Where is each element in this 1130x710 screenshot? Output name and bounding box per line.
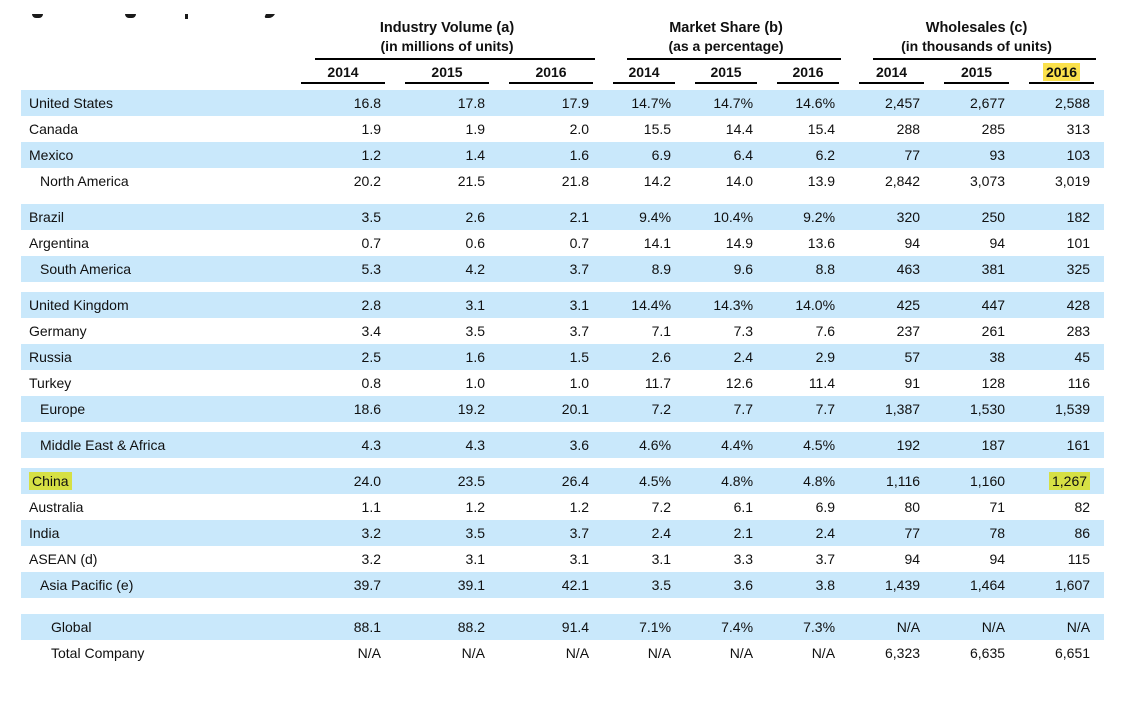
value-cell: 88.2	[395, 614, 499, 640]
value-cell: 14.7%	[685, 90, 767, 116]
year-header: 2014	[849, 60, 934, 90]
value-cell: 14.0	[725, 173, 754, 189]
value-cell: 3.7	[569, 323, 590, 339]
value-cell: 86	[1019, 520, 1104, 546]
row-label-text: India	[29, 525, 60, 541]
row-label	[21, 614, 291, 640]
value-cell: 7.2	[651, 499, 672, 515]
value-cell: 13.6	[807, 235, 836, 251]
year-header: 2014	[291, 60, 395, 90]
value-cell: 1,387	[849, 396, 934, 422]
value-cell: 1,539	[1019, 396, 1104, 422]
value-cell: 4.5%	[603, 468, 685, 494]
value-cell: 103	[1019, 142, 1104, 168]
value-cell: 1.6	[395, 344, 499, 370]
value-cell: 2.0	[569, 121, 590, 137]
year-header-highlighted	[1019, 60, 1104, 90]
value-cell: 14.7%	[603, 90, 685, 116]
value-cell: 45	[1019, 344, 1104, 370]
group-title-wholesales: Wholesales (c)	[925, 20, 1028, 36]
row-label	[21, 116, 291, 142]
value-cell: 320	[849, 204, 934, 230]
year-rule	[944, 82, 1009, 84]
value-cell: 325	[1019, 256, 1104, 282]
value-cell: 14.3%	[685, 292, 767, 318]
row-label	[21, 546, 291, 572]
value-cell: 14.6%	[767, 90, 849, 116]
value-cell: 82	[1074, 499, 1091, 515]
table-row	[21, 370, 1104, 396]
value-cell: 3.6	[685, 572, 767, 598]
spacer-row	[21, 282, 1104, 292]
value-cell: 6.4	[685, 142, 767, 168]
value-cell: 313	[1066, 121, 1091, 137]
value-cell: 0.7	[569, 235, 590, 251]
value-cell: 1.0	[569, 375, 590, 391]
value-cell: 57	[849, 344, 934, 370]
value-cell: 0.6	[465, 235, 485, 251]
row-label-text: ASEAN (d)	[29, 551, 98, 567]
descender-mark	[185, 14, 188, 19]
value-cell: 4.8%	[685, 468, 767, 494]
value-cell: 94	[989, 551, 1006, 567]
table-row	[21, 90, 1104, 116]
value-cell: 15.5	[643, 121, 672, 137]
value-cell: 4.3	[395, 432, 499, 458]
value-cell: 20.1	[499, 396, 603, 422]
value-cell: 3.7	[499, 256, 603, 282]
value-cell: N/A	[565, 645, 590, 661]
value-cell: 250	[934, 204, 1019, 230]
value-cell: 6,651	[1054, 645, 1091, 661]
value-cell: 6.9	[815, 499, 836, 515]
year-rule	[859, 82, 924, 84]
value-cell: 447	[934, 292, 1019, 318]
value-cell: 2.1	[499, 204, 603, 230]
value-cell: 1.0	[465, 375, 485, 391]
highlighted-year: 2016	[1043, 63, 1080, 81]
value-cell: N/A	[811, 645, 836, 661]
value-cell: 4.2	[395, 256, 499, 282]
row-label	[21, 90, 291, 116]
table-row	[21, 168, 1104, 194]
row-label	[21, 292, 291, 318]
value-cell: 78	[934, 520, 1019, 546]
year-rule	[613, 82, 675, 84]
value-cell: 6.9	[603, 142, 685, 168]
table-row	[21, 546, 1104, 572]
value-cell: 283	[1066, 323, 1091, 339]
row-label	[21, 396, 291, 422]
value-cell: N/A	[357, 645, 381, 661]
table-row	[21, 230, 1104, 256]
value-cell: 2,677	[934, 90, 1019, 116]
value-cell: 285	[981, 121, 1006, 137]
value-cell: 116	[1067, 375, 1091, 391]
value-cell: 91.4	[499, 614, 603, 640]
value-cell: 7.7	[767, 396, 849, 422]
value-cell: 11.4	[808, 375, 836, 391]
row-label	[21, 142, 291, 168]
value-cell: 91	[904, 375, 921, 391]
table-header	[21, 14, 1104, 90]
table-row	[21, 614, 1104, 640]
row-label-text: Europe	[40, 401, 86, 417]
value-cell: 1,116	[849, 468, 934, 494]
value-cell: 80	[904, 499, 921, 515]
year-header-row	[21, 60, 1104, 90]
table-row	[21, 572, 1104, 598]
table-row	[21, 396, 1104, 422]
value-cell: 1,607	[1019, 572, 1104, 598]
value-cell: 1.2	[465, 499, 485, 515]
value-cell: 2.1	[685, 520, 767, 546]
value-cell: 1.1	[361, 499, 381, 515]
value-cell: 3.1	[569, 551, 590, 567]
row-label	[21, 168, 291, 194]
value-cell: 42.1	[499, 572, 603, 598]
row-label	[21, 230, 291, 256]
value-cell: 3.4	[361, 323, 381, 339]
value-cell: 3.7	[499, 520, 603, 546]
value-cell: 0.8	[361, 375, 381, 391]
row-label	[21, 640, 291, 666]
value-cell: 3.5	[465, 323, 485, 339]
value-cell: 2.9	[767, 344, 849, 370]
year-header: 2016	[499, 60, 603, 90]
table-row	[21, 256, 1104, 282]
year-header: 2015	[685, 60, 767, 90]
value-cell: 4.8%	[767, 468, 849, 494]
value-cell: 3.2	[361, 551, 381, 567]
row-label	[21, 432, 291, 458]
value-cell: 88.1	[291, 614, 395, 640]
value-cell: 3.8	[767, 572, 849, 598]
value-cell: 1.6	[499, 142, 603, 168]
value-cell: 3.1	[395, 292, 499, 318]
row-label	[21, 494, 291, 520]
value-cell: 7.2	[603, 396, 685, 422]
value-cell: 14.4%	[603, 292, 685, 318]
value-cell: 4.6%	[603, 432, 685, 458]
value-cell: 77	[849, 520, 934, 546]
value-cell: 14.4	[725, 121, 754, 137]
value-cell: 1,439	[849, 572, 934, 598]
row-label-text: Middle East & Africa	[40, 437, 166, 453]
value-cell: 1.4	[395, 142, 499, 168]
value-cell: N/A	[461, 645, 485, 661]
spacer-row	[21, 422, 1104, 432]
value-cell: 3,019	[1054, 173, 1091, 189]
value-cell: 8.8	[767, 256, 849, 282]
value-cell: 1.5	[499, 344, 603, 370]
value-cell: 39.1	[395, 572, 499, 598]
value-cell: 115	[1067, 551, 1091, 567]
row-label-text: Turkey	[29, 375, 72, 391]
year-rule	[777, 82, 839, 84]
value-cell: 237	[896, 323, 921, 339]
value-cell: 14.2	[643, 173, 672, 189]
row-label-text: Australia	[29, 499, 84, 515]
spacer-row	[21, 598, 1104, 614]
row-label-text: North America	[40, 173, 129, 189]
value-cell: 93	[934, 142, 1019, 168]
value-cell: 7.6	[815, 323, 836, 339]
value-cell: 14.1	[643, 235, 672, 251]
value-cell: 128	[981, 375, 1006, 391]
row-label-text-highlighted: China	[29, 472, 72, 490]
table-row	[21, 292, 1104, 318]
value-cell: 9.4%	[603, 204, 685, 230]
row-label	[21, 572, 291, 598]
table-row	[21, 142, 1104, 168]
row-label	[21, 256, 291, 282]
group-subtitle-row	[21, 38, 1104, 58]
value-cell: 5.3	[291, 256, 395, 282]
table-row	[21, 116, 1104, 142]
row-label-text: Brazil	[29, 209, 65, 225]
row-label-text: Germany	[29, 323, 87, 339]
value-cell: 38	[934, 344, 1019, 370]
document-page	[0, 14, 1130, 710]
table-row	[21, 318, 1104, 344]
value-cell: N/A	[849, 614, 934, 640]
value-cell: 2.6	[603, 344, 685, 370]
value-cell: 14.9	[725, 235, 754, 251]
value-cell: 77	[849, 142, 934, 168]
row-label-text: Canada	[29, 121, 79, 137]
table-body	[21, 90, 1104, 666]
row-label-text: United Kingdom	[29, 297, 129, 313]
value-cell: 24.0	[291, 468, 395, 494]
value-cell: 94	[904, 551, 921, 567]
value-cell: 2.8	[291, 292, 395, 318]
row-label	[21, 344, 291, 370]
row-label-text: Argentina	[29, 235, 89, 251]
value-cell: 6.1	[733, 499, 754, 515]
value-cell: 1,530	[934, 396, 1019, 422]
group-units-wholesales: (in thousands of units)	[901, 38, 1052, 54]
regional-data-table	[21, 14, 1104, 666]
row-label-text: Asia Pacific (e)	[40, 577, 134, 593]
row-label	[21, 204, 291, 230]
value-cell: 3.2	[291, 520, 395, 546]
value-cell: 428	[1019, 292, 1104, 318]
value-cell: 39.7	[291, 572, 395, 598]
value-cell: 7.3	[733, 323, 754, 339]
year-header: 2016	[767, 60, 849, 90]
value-cell: 7.3%	[767, 614, 849, 640]
value-cell: 4.4%	[685, 432, 767, 458]
value-cell: 94	[904, 235, 921, 251]
year-rule	[1029, 82, 1094, 84]
value-cell: 463	[849, 256, 934, 282]
value-cell: 18.6	[291, 396, 395, 422]
value-cell: 1.2	[569, 499, 590, 515]
value-cell: 161	[1019, 432, 1104, 458]
year-rule	[405, 82, 489, 84]
value-cell: 9.2%	[767, 204, 849, 230]
value-cell: 192	[849, 432, 934, 458]
table-row	[21, 494, 1104, 520]
year-rule	[509, 82, 593, 84]
value-cell: 71	[989, 499, 1006, 515]
value-cell: N/A	[934, 614, 1019, 640]
value-cell: 1.9	[361, 121, 381, 137]
value-cell: 12.6	[725, 375, 754, 391]
value-cell: 11.7	[644, 375, 672, 391]
value-cell: 17.9	[499, 90, 603, 116]
value-cell: 19.2	[395, 396, 499, 422]
row-label-text: South America	[40, 261, 132, 277]
value-cell: 3.7	[815, 551, 836, 567]
value-cell: 4.3	[291, 432, 395, 458]
value-cell: 20.2	[353, 173, 381, 189]
year-header: 2015	[395, 60, 499, 90]
value-cell: 2,842	[884, 173, 921, 189]
group-units-market-share: (as a percentage)	[668, 38, 784, 54]
value-cell: 3.1	[499, 292, 603, 318]
value-cell: 2.4	[767, 520, 849, 546]
value-cell	[1019, 468, 1104, 494]
year-header: 2014	[603, 60, 685, 90]
value-cell: 425	[849, 292, 934, 318]
value-cell: 1,464	[934, 572, 1019, 598]
row-label-text: United States	[29, 95, 114, 111]
spacer-row	[21, 458, 1104, 468]
group-title-row	[21, 14, 1104, 38]
group-title-industry-volume: Industry Volume (a)	[379, 20, 515, 36]
value-cell: 6,635	[969, 645, 1006, 661]
value-cell: 0.7	[361, 235, 381, 251]
value-cell: 2,457	[849, 90, 934, 116]
value-cell: 7.1	[651, 323, 672, 339]
value-cell: 14.0%	[767, 292, 849, 318]
row-label-text: Russia	[29, 349, 72, 365]
value-cell: 10.4%	[685, 204, 767, 230]
highlighted-value: 1,267	[1049, 472, 1090, 490]
table-row	[21, 468, 1104, 494]
value-cell: 1.9	[465, 121, 485, 137]
value-cell: 6.2	[767, 142, 849, 168]
value-cell: N/A	[1019, 614, 1104, 640]
value-cell: 1,160	[934, 468, 1019, 494]
value-cell: 17.8	[395, 90, 499, 116]
value-cell: 7.1%	[603, 614, 685, 640]
value-cell: 7.7	[685, 396, 767, 422]
value-cell: 9.6	[685, 256, 767, 282]
value-cell: 7.4%	[685, 614, 767, 640]
row-label-text: Total Company	[51, 645, 145, 661]
value-cell: 3.5	[291, 204, 395, 230]
row-label	[21, 370, 291, 396]
value-cell: 2.4	[603, 520, 685, 546]
row-label-text: Global	[51, 619, 92, 635]
value-cell: 21.8	[561, 173, 590, 189]
value-cell: 3.5	[603, 572, 685, 598]
value-cell: 288	[896, 121, 921, 137]
value-cell: 101	[1066, 235, 1091, 251]
value-cell: 187	[934, 432, 1019, 458]
value-cell: 26.4	[499, 468, 603, 494]
value-cell: 8.9	[603, 256, 685, 282]
value-cell: 16.8	[291, 90, 395, 116]
spacer-row	[21, 194, 1104, 204]
row-label-text: Mexico	[29, 147, 74, 163]
value-cell: 182	[1019, 204, 1104, 230]
table-row	[21, 432, 1104, 458]
year-rule	[301, 82, 385, 84]
group-units-industry-volume: (in millions of units)	[380, 38, 514, 54]
year-rule	[695, 82, 757, 84]
value-cell: 3.6	[499, 432, 603, 458]
value-cell: 3.1	[651, 551, 672, 567]
value-cell: 3.3	[733, 551, 754, 567]
value-cell: 2.4	[685, 344, 767, 370]
value-cell: 13.9	[807, 173, 836, 189]
value-cell: 4.5%	[767, 432, 849, 458]
value-cell: 3.5	[395, 520, 499, 546]
value-cell: 15.4	[807, 121, 836, 137]
value-cell: 94	[989, 235, 1006, 251]
group-title-market-share: Market Share (b)	[669, 20, 783, 36]
value-cell: 2.6	[395, 204, 499, 230]
row-label	[21, 318, 291, 344]
value-cell: 3,073	[969, 173, 1006, 189]
table-row	[21, 204, 1104, 230]
value-cell: 261	[981, 323, 1006, 339]
table-row	[21, 640, 1104, 666]
value-cell: 2.5	[291, 344, 395, 370]
row-label	[21, 520, 291, 546]
value-cell: 3.1	[465, 551, 485, 567]
value-cell: 2,588	[1019, 90, 1104, 116]
table-row	[21, 520, 1104, 546]
value-cell: N/A	[647, 645, 672, 661]
value-cell: 23.5	[395, 468, 499, 494]
value-cell: N/A	[729, 645, 754, 661]
table-row	[21, 344, 1104, 370]
value-cell: 6,323	[884, 645, 921, 661]
value-cell: 1.2	[291, 142, 395, 168]
value-cell: 381	[934, 256, 1019, 282]
year-header: 2015	[934, 60, 1019, 90]
value-cell: 21.5	[457, 173, 485, 189]
row-label	[21, 468, 291, 494]
